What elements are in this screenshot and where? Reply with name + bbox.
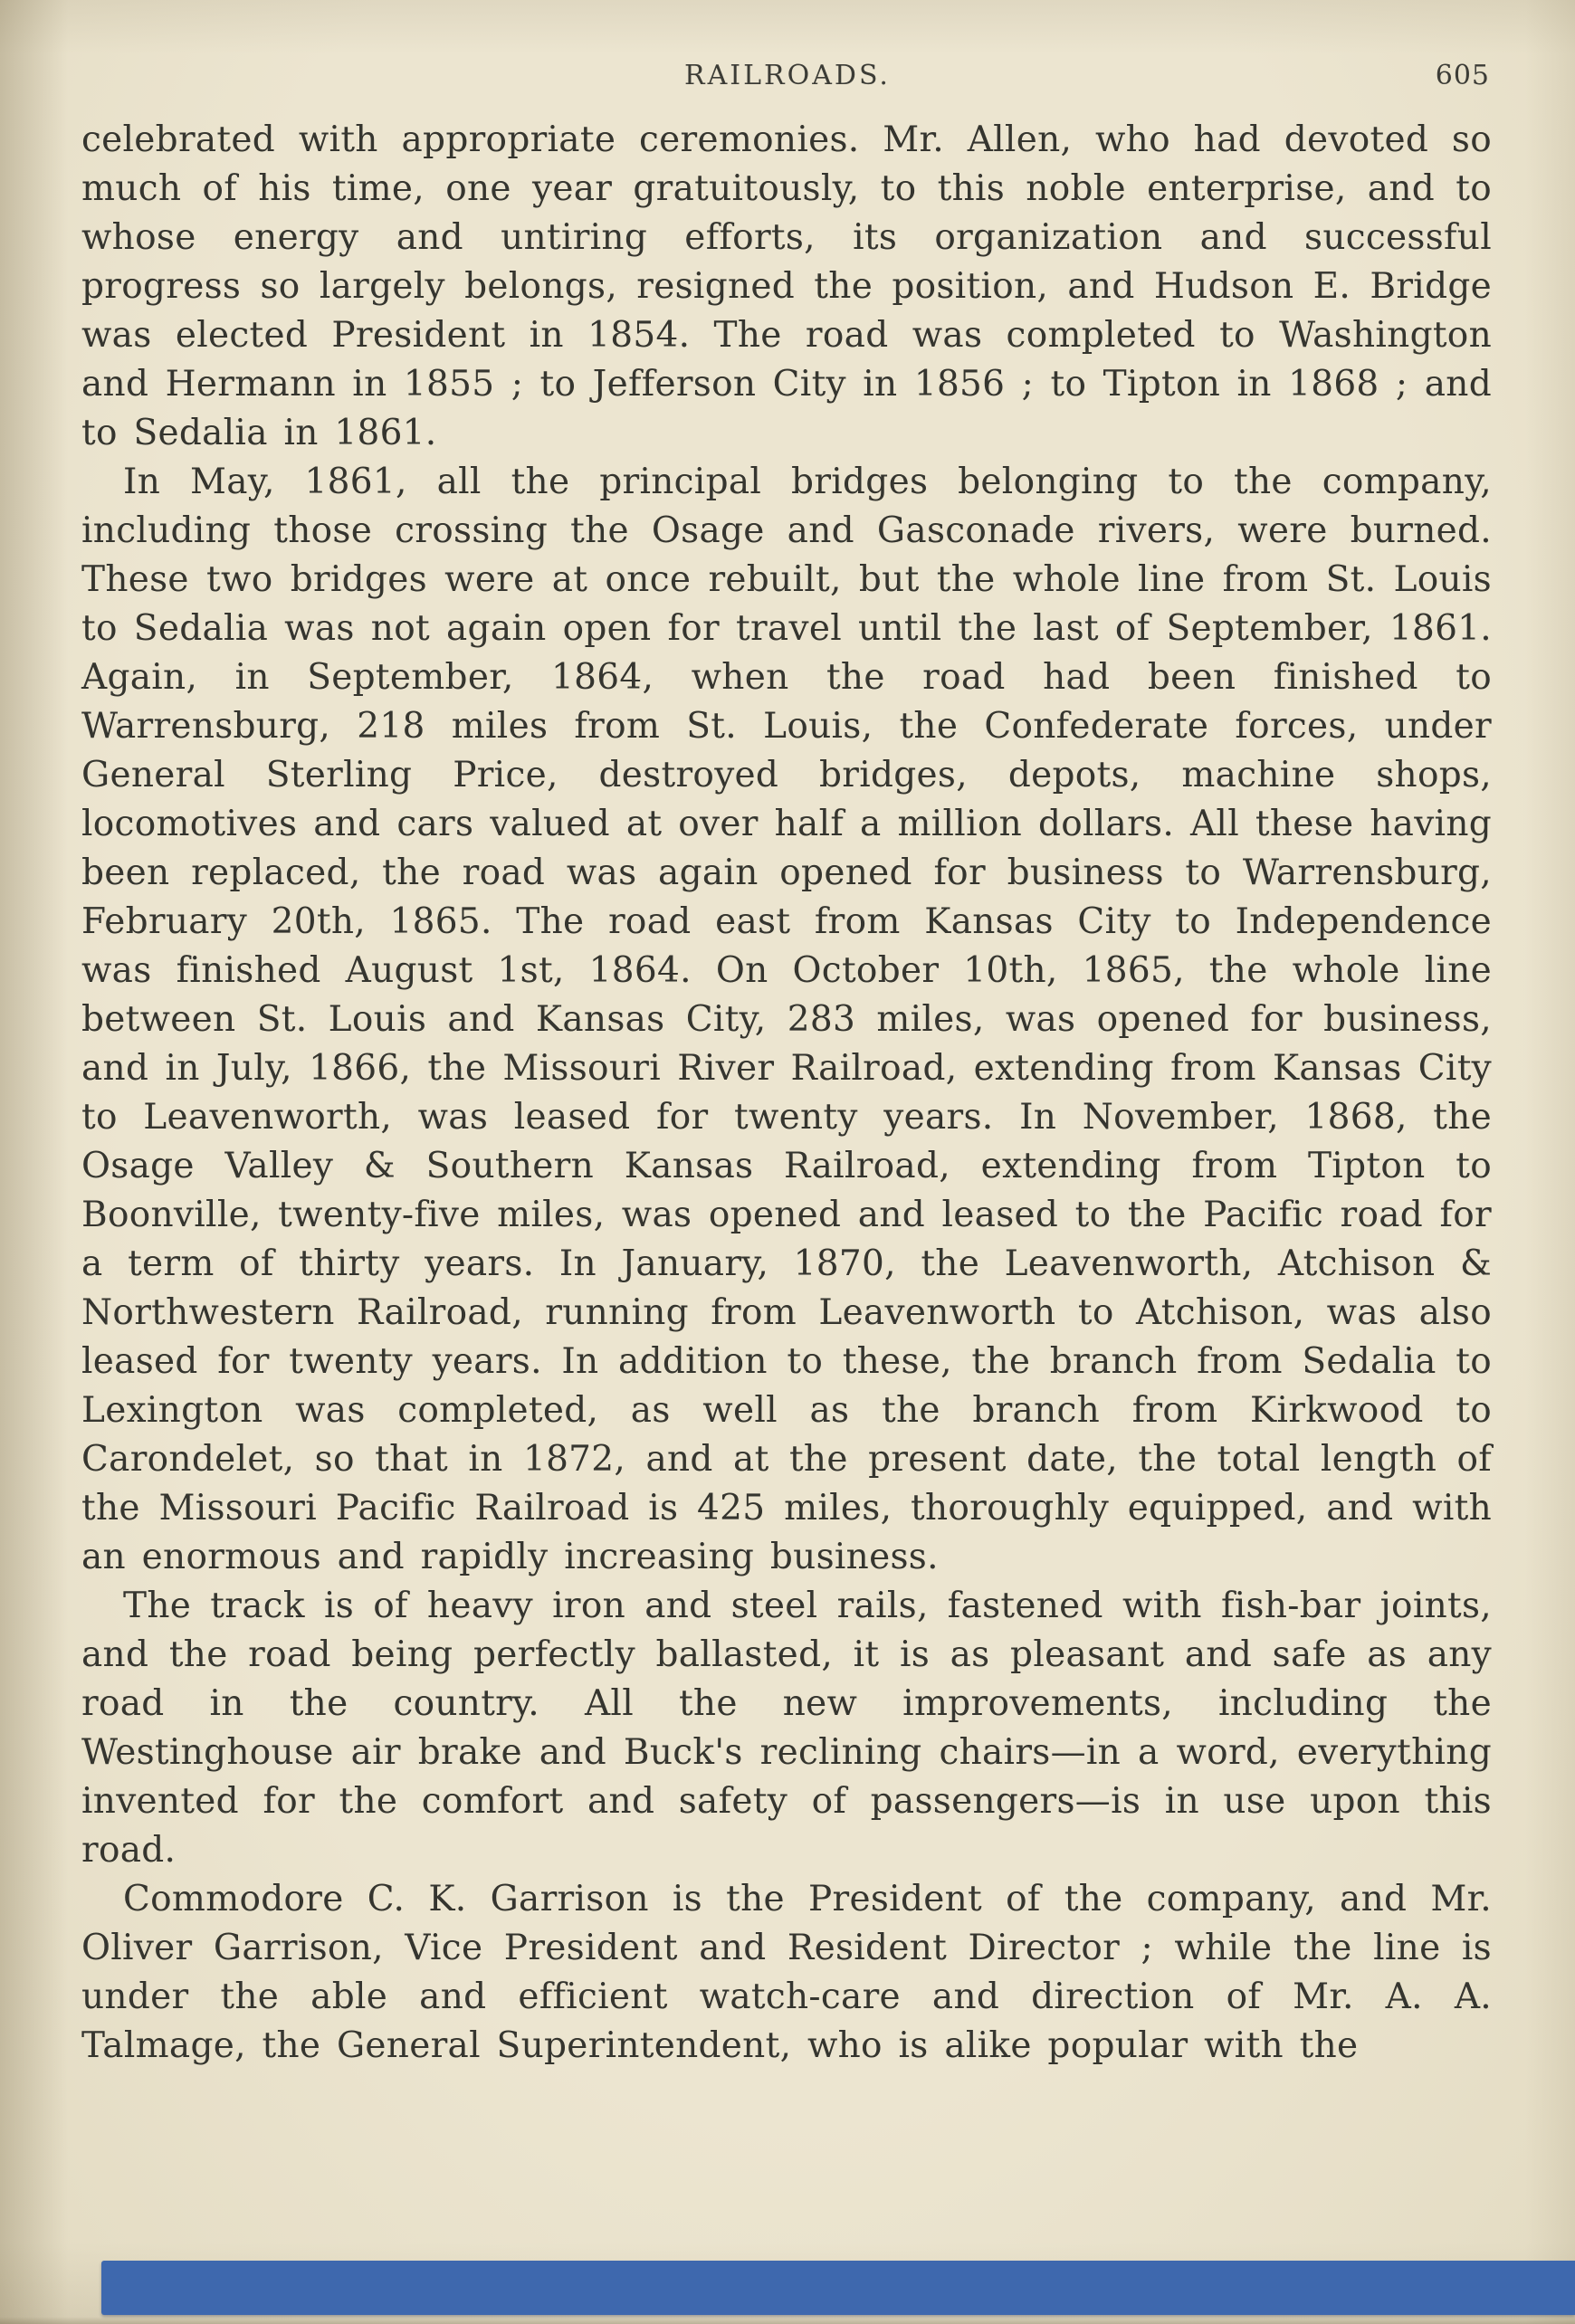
running-title: RAILROADS. bbox=[684, 60, 891, 91]
paragraph: In May, 1861, all the principal bridges belonging to the company, including those crossing the Osage and Gasconade rivers, were burned. These two bridges were at once rebuilt, but the whole line from St. Louis to Sedalia was not again open for travel until the last of September, 1861. Again, in September, 1864, when the road had been finished to Warrensburg, 218 miles from St. Louis, the Confederate forces, under General Sterling Price, destroyed bridges, depots, machine shops, locomotives and cars valued at over half a million dollars. All these having been replaced, the road was again opened for business to Warrensburg, February 20th, 1865. The road east from Kansas City to Independence was finished August 1st, 1864. On October 10th, 1865, the whole line between St. Louis and Kansas City, 283 miles, was opened for business, and in July, 1866, the Missouri River Railroad, extending from Kansas City to Leavenworth, was leased for twenty years. In November, 1868, the Osage Valley & Southern Kansas Railroad, extending from Tipton to Boonville, twenty-five miles, was opened and leased to the Pacific road for a term of thirty years. In January, 1870, the Leavenworth, Atchison & Northwestern Railroad, running from Leavenworth to Atchison, was also leased for twenty years. In addition to these, the branch from Sedalia to Lexington was completed, as well as the branch from Kirkwood to Carondelet, so that in 1872, and at the present date, the total length of the Missouri Pacific Railroad is 425 miles, thoroughly equipped, and with an enormous and rapidly increasing business. bbox=[81, 462, 1492, 1577]
page-bottom-shadow bbox=[0, 2317, 1575, 2324]
paragraph: Commodore C. K. Garrison is the President of the company, and Mr. Oliver Garrison, Vice President and Resident Director ; while the line is under the able and efficient watch-care and direction of Mr. A. A. Talmage, the General Superintendent, who is alike popular with the bbox=[81, 1879, 1492, 2066]
paragraph: The track is of heavy iron and steel rails, fastened with fish-bar joints, and the road being perfectly ballasted, it is as pleasant and safe as any road in the country. All the new improvements, including the Westinghouse air brake and Buck's reclining chairs—in a word, everything invented for the comfort and safety of passengers—is in use upon this road. bbox=[81, 1586, 1492, 1871]
scan-artifact-bar bbox=[101, 2261, 1575, 2315]
page-header bbox=[83, 60, 1492, 100]
paragraph: celebrated with appropriate ceremonies. Mr. Allen, who had devoted so much of his time, one year gratuitously, to this noble enterprise, and to whose energy and untiring efforts, its organization and successful progress so largely belongs, resigned the position, and Hudson E. Bridge was elected President in 1854. The road was completed to Washington and Hermann in 1855 ; to Jefferson City in 1856 ; to Tipton in 1868 ; and to Sedalia in 1861. bbox=[81, 119, 1492, 453]
page-body bbox=[81, 116, 1492, 2071]
page-number: 605 bbox=[1435, 60, 1490, 91]
